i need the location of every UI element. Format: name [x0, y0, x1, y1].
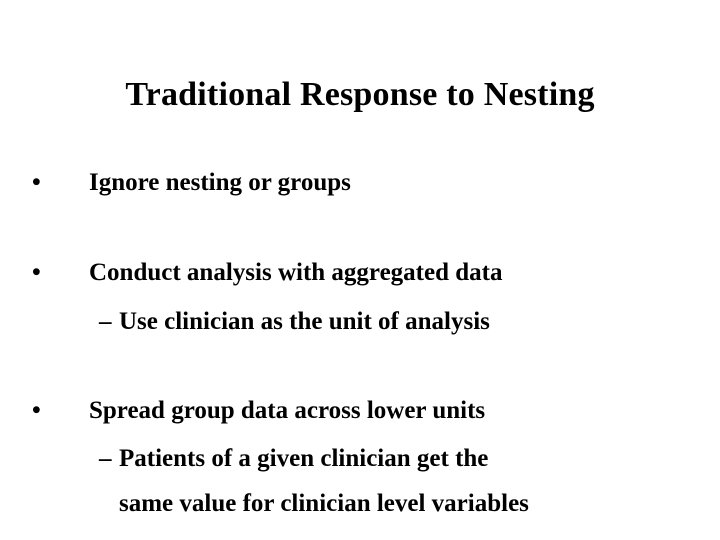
sub-bullet-text: Patients of a given clinician get the	[119, 445, 489, 472]
slide-title: Traditional Response to Nesting	[125, 76, 595, 113]
bullet-text: Spread group data across lower units	[89, 397, 486, 424]
sub-bullet-continuation: same value for clinician level variables	[119, 490, 529, 517]
bullet-text: Ignore nesting or groups	[89, 169, 351, 196]
bullet-marker: •	[32, 169, 41, 196]
bullet-marker: •	[32, 397, 41, 424]
sub-bullet-marker: –	[99, 445, 112, 472]
sub-bullet-marker: –	[99, 308, 112, 335]
bullet-marker: •	[32, 259, 41, 286]
sub-bullet-text: Use clinician as the unit of analysis	[119, 308, 490, 335]
bullet-text: Conduct analysis with aggregated data	[89, 259, 503, 286]
